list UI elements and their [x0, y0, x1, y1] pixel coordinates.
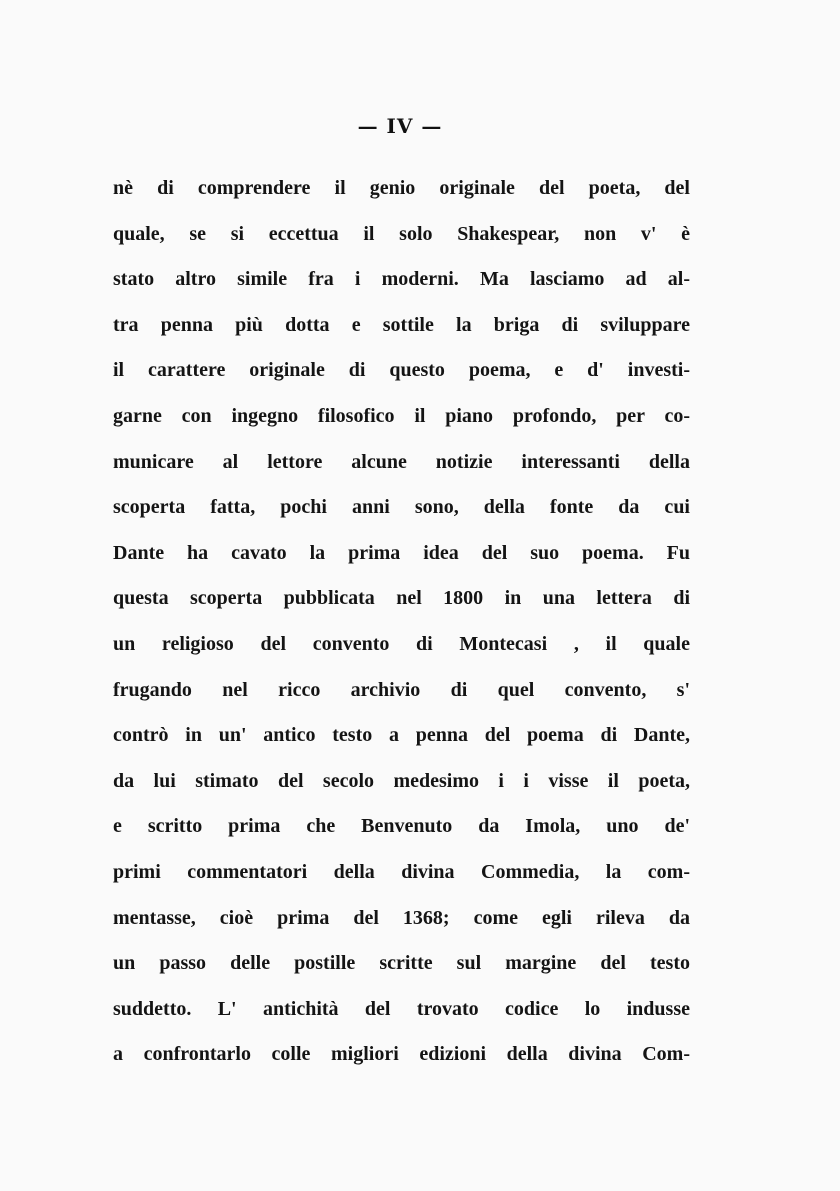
text-line: contrò in un' antico testo a penna del poema di Dante, — [113, 724, 690, 747]
text-line: a confrontarlo colle migliori edizioni della divina Com- — [113, 1043, 690, 1066]
text-line: suddetto. L' antichità del trovato codice lo indusse — [113, 997, 690, 1020]
text-line: tra penna più dotta e sottile la briga di sviluppare — [113, 313, 690, 336]
text-line: municare al lettore alcune notizie interessanti della — [113, 450, 690, 473]
body-text — [113, 166, 690, 1078]
text-line: mentasse, cioè prima del 1368; come egli rileva da — [113, 906, 690, 929]
text-line: scoperta fatta, pochi anni sono, della fonte da cui — [113, 496, 690, 519]
text-line: questa scoperta pubblicata nel 1800 in una lettera di — [113, 587, 690, 610]
text-line: stato altro simile fra i moderni. Ma lasciamo ad al- — [113, 268, 690, 291]
text-line: quale, se si eccettua il solo Shakespear, non v' è — [113, 222, 690, 245]
page-header-roman-numeral: — IV — — [357, 114, 443, 138]
text-line: primi commentatori della divina Commedia, la com- — [113, 860, 690, 883]
text-line: il carattere originale di questo poema, e d' investi- — [113, 359, 690, 382]
text-line: frugando nel ricco archivio di quel convento, s' — [113, 678, 690, 701]
text-line: da lui stimato del secolo medesimo i i visse il poeta, — [113, 769, 690, 792]
text-line: Dante ha cavato la prima idea del suo poema. Fu — [113, 541, 690, 564]
text-line: un passo delle postille scritte sul margine del testo — [113, 952, 690, 975]
text-line: nè di comprendere il genio originale del poeta, del — [113, 177, 690, 199]
text-line: un religioso del convento di Montecasi , il quale — [113, 632, 690, 655]
text-line: e scritto prima che Benvenuto da Imola, uno de' — [113, 815, 690, 838]
text-line: garne con ingegno filosofico il piano profondo, per co- — [113, 404, 690, 427]
